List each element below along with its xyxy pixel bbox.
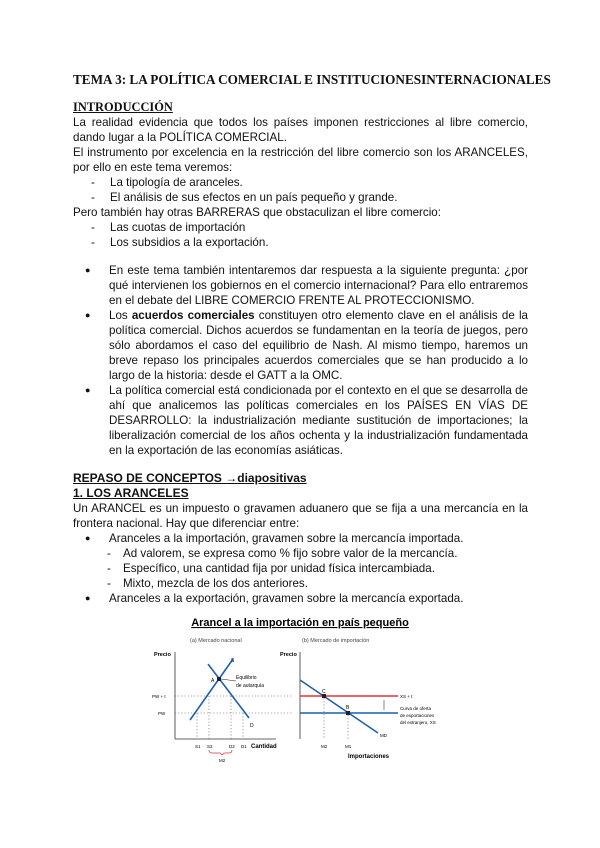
c-label: C — [322, 689, 326, 695]
bullet-list — [73, 531, 528, 546]
list-item: - La tipología de aranceles. — [91, 175, 528, 190]
list-item: - Las cuotas de importación — [91, 220, 528, 235]
dash-list — [73, 220, 528, 250]
paragraph: Pero también hay otras BARRERAS que obstaculizan el libre comercio: — [73, 206, 441, 219]
bullet-list — [73, 263, 528, 458]
y-axis-label: Precio — [280, 652, 297, 658]
q-label: S1 — [195, 744, 201, 749]
paragraph: El instrumento por excelencia en la restricción del libre comercio son los ARANCELES, por ello en este tema veremos: — [73, 146, 528, 174]
figure-title: Arancel a la importación en país pequeño — [191, 617, 409, 629]
section-heading-intro: INTRODUCCIÓN — [73, 100, 173, 114]
pw-t-label: PW + t — [152, 694, 166, 699]
x-axis-label: Cantidad — [251, 744, 277, 750]
text: constituyen otro elemento clave en el análisis de la política comercial. Dichos acuerdos se fundamentan en la teoría de juegos, pero sólo abordamos el caso del equilibrio de Nash. Al mismo tiempo, haremos un breve repaso los principales acuerdos comerciales que se han producido a lo largo de la historia: desde el GATT a la OMC. — [109, 309, 528, 382]
bold-text: acuerdos comerciales — [131, 309, 255, 322]
s-label: S — [231, 658, 235, 664]
eq-label: Equilibrio — [236, 675, 257, 681]
list-item: - Ad valorem, se expresa como % fijo sobre valor de la mercancía. — [107, 546, 528, 561]
panel-b-label: (b) Mercado de importación — [302, 638, 370, 644]
list-item: - Los subsidios a la exportación. — [91, 235, 528, 250]
autarky-point — [217, 677, 221, 681]
list-item: ● La política comercial está condicionada por el contexto en el que se desarrolla de ahí que analicemos las políticas comerciales en los PAÍSES EN VÍAS DE DESARROLLO: la industrialización mediante sustitución de importaciones; la liberalización comercial de los años ochenta y la industrialización fundamentada en la exportación de las economías asiáticas. — [85, 383, 528, 458]
list-item — [85, 308, 528, 383]
list-item: ● Aranceles a la importación, gravamen sobre la mercancía importada. — [85, 531, 528, 546]
m-label: M1 — [345, 744, 352, 749]
demand-curve — [208, 664, 249, 718]
pw-label: PW — [158, 711, 166, 716]
x-axis-label: Importaciones — [348, 754, 390, 760]
document-body — [73, 72, 551, 606]
paragraph: La realidad evidencia que todos los países imponen restricciones al libre comercio, dando lugar a la POLÍTICA COMERCIAL. — [73, 116, 528, 144]
m2-brace — [209, 750, 232, 755]
xs-t-label: XS + t — [400, 694, 413, 699]
list-item: - El análisis de sus efectos en un país pequeño y grande. — [91, 190, 528, 205]
m-label: M2 — [321, 744, 328, 749]
page-title: TEMA 3: LA POLÍTICA COMERCIAL E INSTITUCIONESINTERNACIONALES — [73, 72, 551, 87]
section-heading-repaso: REPASO DE CONCEPTOS →diapositivas — [73, 471, 307, 485]
q-label: D1 — [241, 744, 247, 749]
q-label: D2 — [229, 744, 235, 749]
m2-label: M2 — [219, 758, 226, 763]
supply-label: de exportaciones — [400, 713, 435, 718]
dash-list — [73, 175, 528, 205]
list-item: - Mixto, mezcla de los dos anteriores. — [107, 576, 528, 591]
md-curve — [300, 680, 378, 733]
text: Los — [109, 309, 132, 322]
point-b — [346, 711, 350, 715]
list-item: ● Aranceles a la exportación, gravamen sobre la mercancía exportada. — [85, 591, 528, 606]
subsection-heading: 1. LOS ARANCELES — [73, 486, 189, 500]
sub-list — [73, 546, 528, 591]
d-label: D — [250, 723, 254, 729]
md-label: MD — [380, 733, 387, 738]
q-label: S2 — [207, 744, 213, 749]
supply-label: del extranjero, XS — [400, 720, 436, 725]
b-label: B — [346, 705, 350, 711]
paragraph: Un ARANCEL es un impuesto o gravamen aduanero que se fija a una mercancía en la frontera nacional. Hay que diferenciar entre: — [73, 502, 528, 530]
list-item: ● En este tema también intentaremos dar respuesta a la siguiente pregunta: ¿por qué intervienen los gobiernos en el comercio internacional? Para ello entraremos en el debate del LIBRE COMERCIO FRENTE AL PROTECCIONISMO. — [85, 263, 528, 308]
y-axis-label: Precio — [154, 652, 171, 658]
tariff-figure — [140, 610, 460, 770]
eq-label: de autarquía — [236, 683, 265, 689]
a-label: A — [211, 678, 215, 684]
supply-label: Curva de oferta — [400, 706, 432, 711]
list-item: - Específico, una cantidad fija por unidad física intercambiada. — [107, 561, 528, 576]
panel-a-label: (a) Mercado nacional — [190, 638, 242, 644]
bullet-list — [73, 591, 528, 606]
